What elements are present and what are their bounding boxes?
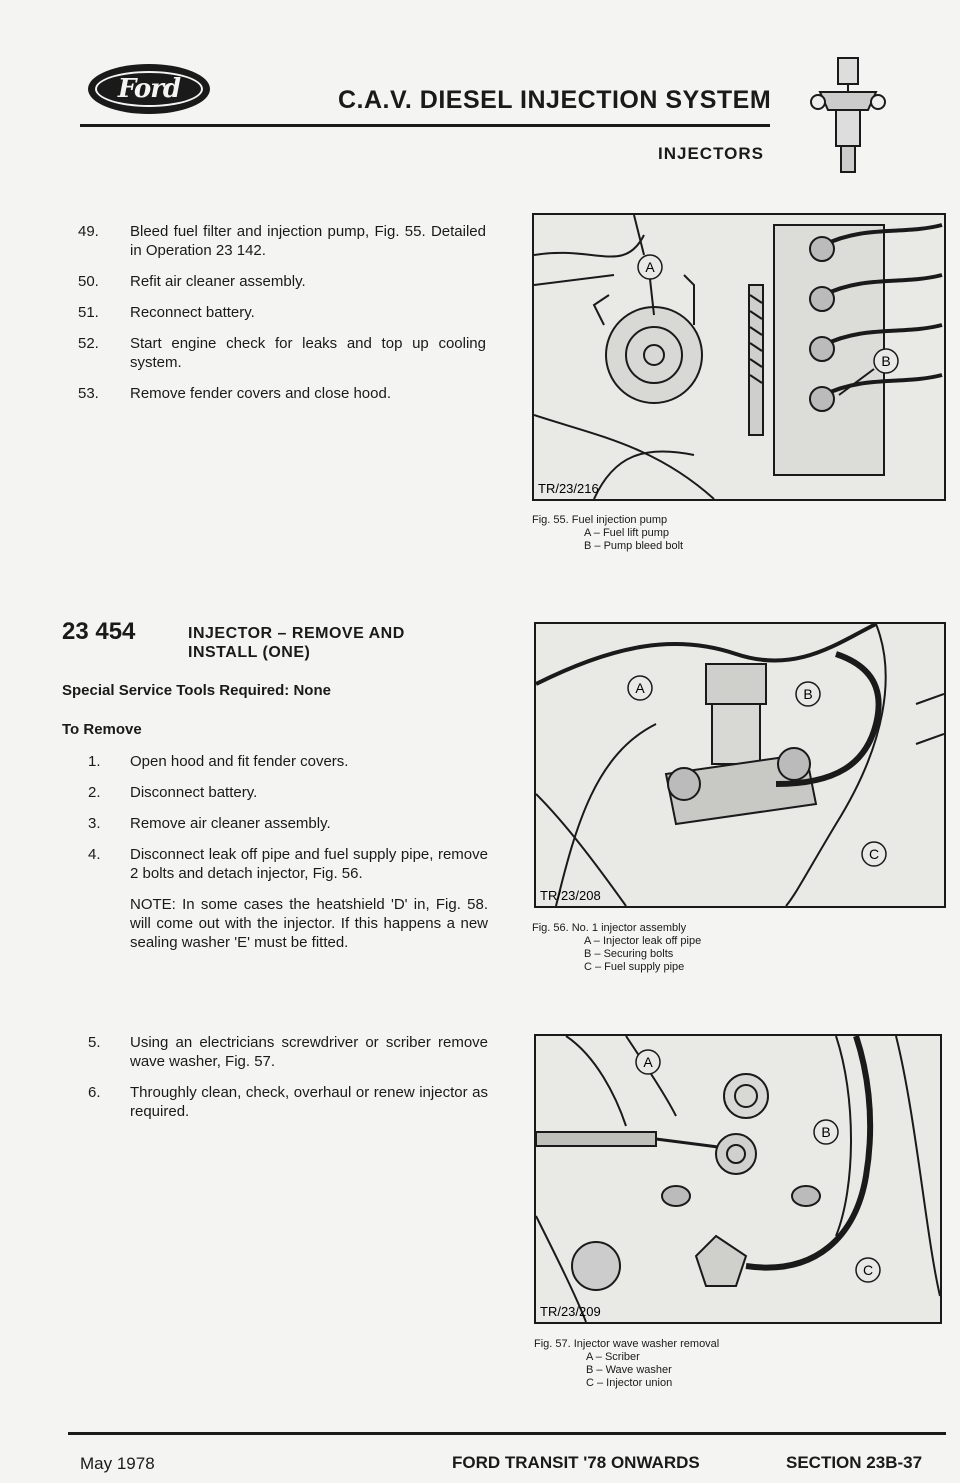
caption-title: Fig. 56. No. 1 injector assembly <box>532 922 687 934</box>
tools-required: Special Service Tools Required: None <box>62 682 331 699</box>
caption-item: A – Fuel lift pump <box>584 527 669 539</box>
figure-57-caption <box>534 1338 934 1390</box>
caption-item: B – Pump bleed bolt <box>584 540 684 552</box>
caption-title: Fig. 55. Fuel injection pump <box>532 514 668 526</box>
remove-heading: To Remove <box>62 721 142 738</box>
step-text: Open hood and fit fender covers. <box>130 753 349 770</box>
figure-56-caption <box>532 922 932 974</box>
step-number: 53. <box>78 385 99 402</box>
step-text: Remove fender covers and close hood. <box>130 385 391 402</box>
caption-item: A – Scriber <box>586 1351 640 1363</box>
step-text: Disconnect leak off pipe and fuel supply pipe, remove 2 bolts and detach injector, Fig. 56. <box>130 846 488 882</box>
step-number: 6. <box>88 1084 101 1101</box>
step-number: 52. <box>78 335 99 352</box>
figure-55-caption <box>532 514 932 553</box>
callout-a: A <box>645 259 655 275</box>
footer-section: SECTION 23B-37 <box>786 1453 923 1472</box>
step-number: 2. <box>88 784 101 801</box>
step-49 <box>78 222 486 260</box>
step-51 <box>78 303 486 322</box>
caption-item: B – Wave washer <box>586 1364 672 1376</box>
caption-item: C – Fuel supply pipe <box>584 961 685 973</box>
caption-item: C – Injector union <box>586 1377 673 1389</box>
step-text: Remove air cleaner assembly. <box>130 815 331 832</box>
figure-ref: TR/23/208 <box>540 888 601 903</box>
footer-publication: FORD TRANSIT '78 ONWARDS <box>452 1453 700 1472</box>
steps-list-remove <box>78 752 488 964</box>
header-rule <box>80 124 770 127</box>
callout-b: B <box>821 1124 831 1140</box>
step-number: 3. <box>88 815 101 832</box>
footer-rule <box>68 1432 946 1435</box>
step-53 <box>78 384 486 403</box>
callout-a: A <box>635 680 645 696</box>
callout-b: B <box>881 353 891 369</box>
step-text: Using an electricians screwdriver or scriber remove wave washer, Fig. 57. <box>130 1034 488 1070</box>
figure-ref: TR/23/216 <box>538 481 599 496</box>
callout-a: A <box>643 1054 653 1070</box>
figure-57-image <box>534 1034 942 1324</box>
step-50 <box>78 272 486 291</box>
section-title: INJECTORS <box>658 144 764 163</box>
callout-c: C <box>862 1262 874 1278</box>
step-5 <box>78 1033 488 1071</box>
step-text: Throughly clean, check, overhaul or renew injector as required. <box>130 1084 488 1120</box>
caption-item: B – Securing bolts <box>584 948 674 960</box>
operation-title <box>188 624 405 662</box>
ford-logo <box>88 64 210 114</box>
step-number: 50. <box>78 273 99 290</box>
steps-list-later <box>78 1033 488 1133</box>
footer-date: May 1978 <box>80 1454 155 1473</box>
caption-item: A – Injector leak off pipe <box>584 935 702 947</box>
logo-text: Ford <box>117 74 181 104</box>
operation-title-line2: INSTALL (ONE) <box>188 644 311 661</box>
step-2 <box>78 783 488 802</box>
step-text: Reconnect battery. <box>130 304 255 321</box>
step-6 <box>78 1083 488 1121</box>
caption-title: Fig. 57. Injector wave washer removal <box>534 1338 720 1350</box>
step-text: Disconnect battery. <box>130 784 258 801</box>
figure-55-image <box>532 213 946 501</box>
figure-ref: TR/23/209 <box>540 1304 601 1319</box>
step-3 <box>78 814 488 833</box>
steps-list-top <box>78 222 486 415</box>
document-title: C.A.V. DIESEL INJECTION SYSTEM <box>338 86 772 114</box>
step-4 <box>78 845 488 883</box>
step-1 <box>78 752 488 771</box>
operation-code: 23 454 <box>62 618 136 645</box>
step-number: 4. <box>88 846 101 863</box>
step-text: Bleed fuel filter and injection pump, Fig. 55. Detailed in Operation 23 142. <box>130 223 486 259</box>
operation-title-line1: INJECTOR – REMOVE AND <box>188 625 405 642</box>
figure-56-image <box>534 622 946 908</box>
step-text: Start engine check for leaks and top up cooling system. <box>130 335 486 371</box>
step-text: Refit air cleaner assembly. <box>130 273 306 290</box>
note-text: NOTE: In some cases the heatshield 'D' in, Fig. 58. will come out with the injector. If this happens a new sealing washer 'E' must be fitted. <box>130 896 488 951</box>
callout-c: C <box>868 846 880 862</box>
step-number: 49. <box>78 223 99 240</box>
step-number: 1. <box>88 753 101 770</box>
step-number: 5. <box>88 1034 101 1051</box>
callout-b: B <box>803 686 813 702</box>
step-number: 51. <box>78 304 99 321</box>
step-52 <box>78 334 486 372</box>
injector-nozzle-icon <box>808 52 888 182</box>
